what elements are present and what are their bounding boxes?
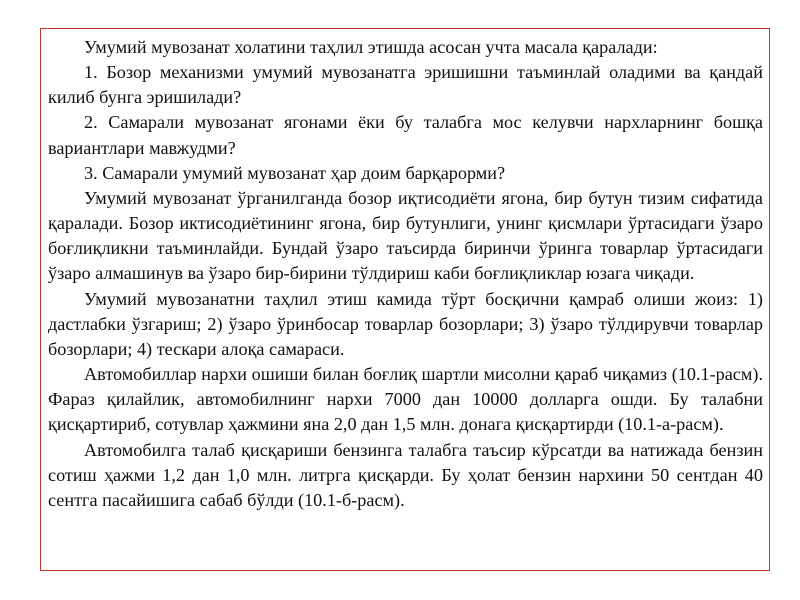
paragraph-question-3: 3. Самарали умумий мувозанат ҳар доим барқарорми?: [84, 162, 506, 183]
paragraph-gasoline-effect: Автомобилга талаб қисқариши бензинга талабга таъсир кўрсатди ва натижада бензин сотиш ҳажми 1,2 дан 1,0 млн. литрга қисқарди. Бу ҳолат бензин нархини 50 сентдан 40 сентга пасайишига сабаб бўлди (10.1-б-расм).: [48, 439, 763, 510]
paragraph-car-example: Автомобиллар нархи ошиши билан боғлиқ шартли мисолни қараб чиқамиз (10.1-расм). Фараз қилайлик, автомобилнинг нархи 7000 дан 10000 долларга ошди. Бу талабни қисқартириб, сотувлар ҳажмини яна 2,0 дан 1,5 млн. донага қисқартирди (10.1-а-расм).: [48, 364, 763, 435]
paragraph-intro: Умумий мувозанат холатини таҳлил этишда асосан учта масала қаралади:: [84, 37, 658, 57]
text-frame: [40, 28, 770, 571]
paragraph-four-stages: Умумий мувозанатни таҳлил этиш камида тўрт босқични қамраб олиши жоиз: 1) дастлабки ўзгариш; 2) ўзаро ўринбосар товарлар бозорлари; 3) ўзаро тўлдирувчи товарлар бозорлари; 4) тескари алоқа самараси.: [48, 288, 763, 359]
paragraph-question-1: 1. Бозор механизми умумий мувозанатга эришишни таъминлай оладими ва қандай килиб бунга эришилади?: [48, 62, 763, 108]
paragraph-market-system: Умумий мувозанат ўрганилганда бозор иқтисодиёти ягона, бир бутун тизим сифатида қаралади. Бозор иктисодиётининг ягона, бир бутунлиги, унинг қисмлари ўртасидаги ўзаро боғлиқликни таъминлайди. Бундай ўзаро таъсирда биринчи ўринга товарлар ўртасидаги ўзаро алмашинув ва ўзаро бир-бирини тўлдириш каби боғлиқликлар юзага чиқади.: [48, 187, 763, 284]
paragraph-question-2: 2. Самарали мувозанат ягонами ёки бу талабга мос келувчи нархларнинг бошқа вариантлари мавжудми?: [48, 112, 763, 158]
